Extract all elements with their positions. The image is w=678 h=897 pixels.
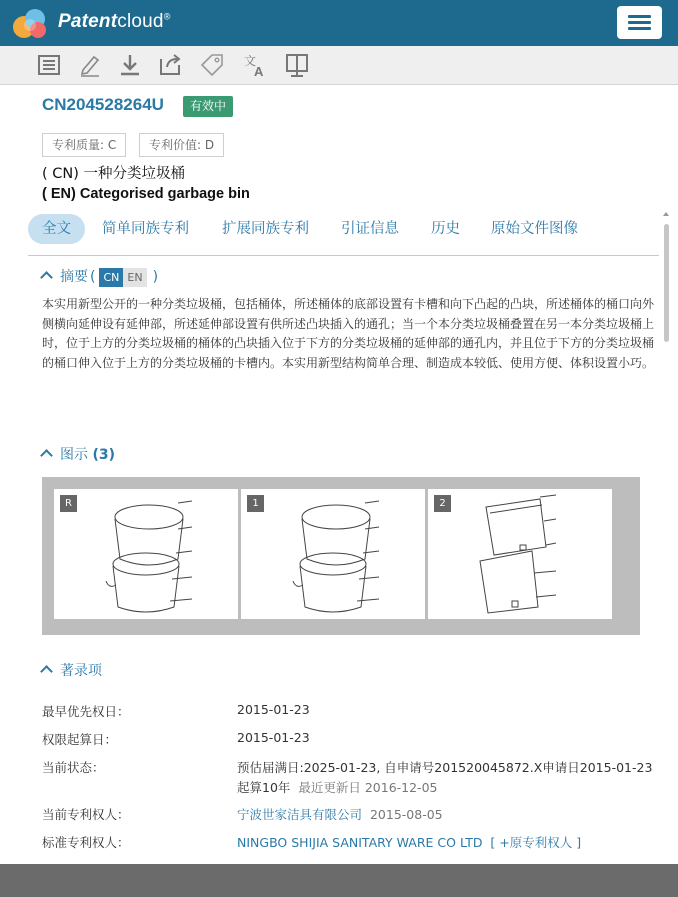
hamburger-menu-button[interactable]: [617, 6, 662, 39]
lang-en-button[interactable]: EN: [123, 268, 146, 287]
title-en: ( EN) Categorised garbage bin: [42, 186, 250, 202]
tab-simple-family[interactable]: 简单同族专利: [102, 221, 189, 237]
brand-mark: ®: [163, 11, 171, 22]
chevron-up-icon: [40, 449, 53, 462]
figure-thumbnail[interactable]: [428, 489, 612, 619]
current-status-line2: [237, 778, 437, 796]
status-badge: 有效中: [183, 96, 233, 117]
edit-icon[interactable]: [77, 52, 103, 78]
patent-number: CN204528264U: [42, 95, 164, 114]
standard-assignee-link[interactable]: NINGBO SHIJIA SANITARY WARE CO LTD: [237, 835, 483, 850]
current-status-label: 当前状态：: [42, 760, 105, 775]
download-icon[interactable]: [117, 52, 143, 78]
abstract-heading: 摘要: [60, 269, 88, 285]
current-assignee-label: 当前专利权人：: [42, 807, 130, 822]
value-rating-button[interactable]: 专利价值: D: [139, 133, 224, 157]
patentcloud-logo-icon[interactable]: [10, 5, 50, 41]
abstract-section-header[interactable]: [42, 266, 158, 287]
translate-icon[interactable]: [242, 52, 268, 78]
bin-drawing-icon: [54, 489, 238, 619]
tab-bar: [28, 212, 659, 256]
status-term: 起算10年: [237, 780, 291, 795]
figures-count: (3): [92, 447, 115, 463]
lang-cn-button[interactable]: CN: [99, 268, 123, 287]
bin-drawing-icon: [241, 489, 425, 619]
app-header: [0, 0, 678, 46]
export-icon[interactable]: [158, 52, 184, 78]
svg-text:文: 文: [244, 54, 257, 68]
tag-icon[interactable]: [199, 52, 225, 78]
figures-section-header[interactable]: [42, 444, 115, 464]
term-start-value: 2015-01-23: [237, 730, 310, 745]
figures-heading: 图示: [60, 447, 88, 463]
tab-citations[interactable]: 引证信息: [341, 221, 399, 237]
chevron-up-icon: [40, 271, 53, 284]
bin-section-drawing-icon: [428, 489, 612, 619]
biblio-section-header[interactable]: [42, 660, 102, 680]
toolbar: [0, 46, 678, 85]
figure-tag: 1: [247, 495, 264, 512]
standard-assignee-label: 标准专利权人：: [42, 835, 130, 850]
menu-bar-icon: [628, 15, 651, 18]
earliest-priority-label: 最早优先权日：: [42, 704, 130, 719]
current-assignee-value: [237, 805, 443, 823]
figure-thumbnail[interactable]: [241, 489, 425, 619]
scroll-up-icon[interactable]: [663, 212, 669, 216]
title-cn: ( CN) 一种分类垃圾桶: [42, 166, 186, 182]
figure-gallery: [42, 477, 640, 635]
bottom-bar: [0, 864, 678, 897]
last-updated: 最近更新日 2016-12-05: [298, 780, 438, 795]
figure-thumbnail[interactable]: [54, 489, 238, 619]
earliest-priority-value: 2015-01-23: [237, 702, 310, 717]
figure-tag: R: [60, 495, 77, 512]
patent-content: [0, 84, 678, 864]
document-icon[interactable]: [36, 52, 62, 78]
assignee-date: 2015-08-05: [369, 807, 443, 822]
menu-bar-icon: [628, 21, 651, 24]
paren-close: ): [152, 269, 159, 285]
biblio-heading: 著录项: [60, 663, 102, 679]
standard-assignee-value: [237, 833, 581, 851]
brand-bold: Patent: [58, 11, 118, 32]
brand-name[interactable]: [58, 11, 171, 33]
figure-tag: 2: [434, 495, 451, 512]
reader-icon[interactable]: [284, 52, 310, 78]
svg-text:A: A: [254, 64, 264, 78]
tab-history[interactable]: 历史: [431, 221, 460, 237]
chevron-up-icon: [40, 665, 53, 678]
term-start-label: 权限起算日：: [42, 732, 118, 747]
tab-fulltext[interactable]: 全文: [28, 214, 85, 244]
tab-extended-family[interactable]: 扩展同族专利: [222, 221, 309, 237]
current-assignee-link[interactable]: 宁波世家洁具有限公司: [237, 807, 363, 822]
original-assignee-toggle[interactable]: [ +原专利权人 ]: [490, 835, 582, 850]
paren-open: (: [90, 269, 96, 285]
current-status-line1: 预估届满日:2025-01-23, 自申请号201520045872.X申请日2015-01-23: [237, 760, 653, 775]
quality-rating-button[interactable]: 专利质量: C: [42, 133, 126, 157]
scrollbar-thumb[interactable]: [664, 224, 669, 342]
menu-bar-icon: [628, 27, 651, 30]
brand-light: cloud: [117, 11, 164, 32]
tab-original-images[interactable]: 原始文件图像: [491, 221, 578, 237]
abstract-text: 本实用新型公开的一种分类垃圾桶，包括桶体，所述桶体的底部设置有卡槽和向下凸起的凸块，所述桶体的桶口向外侧横向延伸设有延伸部，所述延伸部设置有供所述凸块插入的通孔；当一个本分类垃圾桶叠置在另一本分类垃圾桶上时，位于上方的分类垃圾桶的桶体的凸块插入位于下方的分类垃圾桶的延伸部的通孔内，并且位于下方的分类垃圾桶的桶口伸入位于上方的分类垃圾桶的卡槽内。本实用新型结构简单合理、制造成本较低、使用方便、体积设置小巧。: [42, 297, 655, 370]
